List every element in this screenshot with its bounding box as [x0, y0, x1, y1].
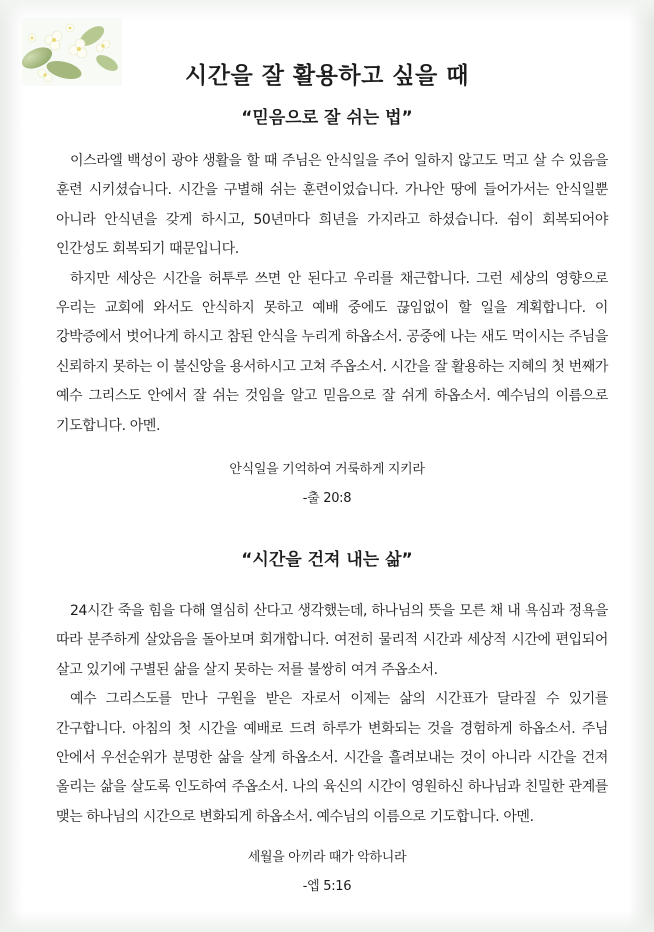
- section2-paragraph-1: 24시간 죽을 힘을 다해 열심히 산다고 생각했는데, 하나님의 뜻을 모른 채 내 욕심과 정욕을 따라 분주하게 살았음을 돌아보며 회개합니다. 여전히 물리적 시간과 세상적 시간에 편입되어 살고 있기에 구별된 삶을 살지 못하는 저를 불쌍히 여겨 주옵소서.: [56, 603, 608, 678]
- section2-paragraph-2: 예수 그리스도를 만나 구원을 받은 자로서 이제는 삶의 시간표가 달라질 수 있기를 간구합니다. 아침의 첫 시간을 예배로 드려 하루가 변화되는 것을 경험하게 하옵소서. 주님 안에서 우선순위가 분명한 삶을 살게 하옵소서. 시간을 흘려보내는 것이 아니라 시간을 건져 올리는 삶을 살도록 인도하여 주옵소서. 나의 육신의 시간이 영원하신 하나님과 친밀한 관계를 맺는 하나님의 시간으로 변화되게 하옵소서. 예수님의 이름으로 기도합니다. 아멘.: [56, 691, 608, 825]
- section1-subtitle: “믿음으로 잘 쉬는 법”: [241, 108, 413, 128]
- section2-verse: 세월을 아끼라 때가 악하니라: [247, 850, 407, 865]
- section1-paragraph-1: 이스라엘 백성이 광야 생활을 할 때 주님은 안식일을 주어 일하지 않고도 먹고 살 수 있음을 훈련 시키셨습니다. 시간을 구별해 쉬는 훈련이었습니다. 가나안 땅에 들어가서는 안식일뿐 아니라 안식년을 갖게 하시고, 50년마다 희년을 가지라고 하셨습니다. 쉼이 회복되어야 인간성도 회복되기 때문입니다.: [56, 153, 608, 258]
- section2-body: [56, 597, 608, 832]
- section2-subtitle: “시간을 건져 내는 삶”: [241, 550, 413, 570]
- page-title: 시간을 잘 활용하고 싶을 때: [185, 63, 469, 89]
- section1-verse-reference: -출 20:8: [302, 491, 352, 506]
- section1-verse: 안식일을 기억하여 거룩하게 지키라: [229, 462, 425, 477]
- section1-paragraph-2: 하지만 세상은 시간을 허투루 쓰면 안 된다고 우리를 채근합니다. 그런 세상의 영향으로 우리는 교회에 와서도 안식하지 못하고 예배 중에도 끊임없이 할 일을 계획합니다. 이 강박증에서 벗어나게 하시고 참된 안식을 누리게 하옵소서. 공중에 나는 새도 먹이시는 주님을 신뢰하지 못하는 이 불신앙을 용서하시고 고쳐 주옵소서. 시간을 잘 활용하는 지혜의 첫 번째가 예수 그리스도 안에서 잘 쉬는 것임을 알고 믿음으로 잘 쉬게 하옵소서. 예수님의 이름으로 기도합니다. 아멘.: [56, 270, 608, 434]
- section2-verse-reference: -엡 5:16: [302, 879, 352, 894]
- section1-body: [56, 147, 608, 441]
